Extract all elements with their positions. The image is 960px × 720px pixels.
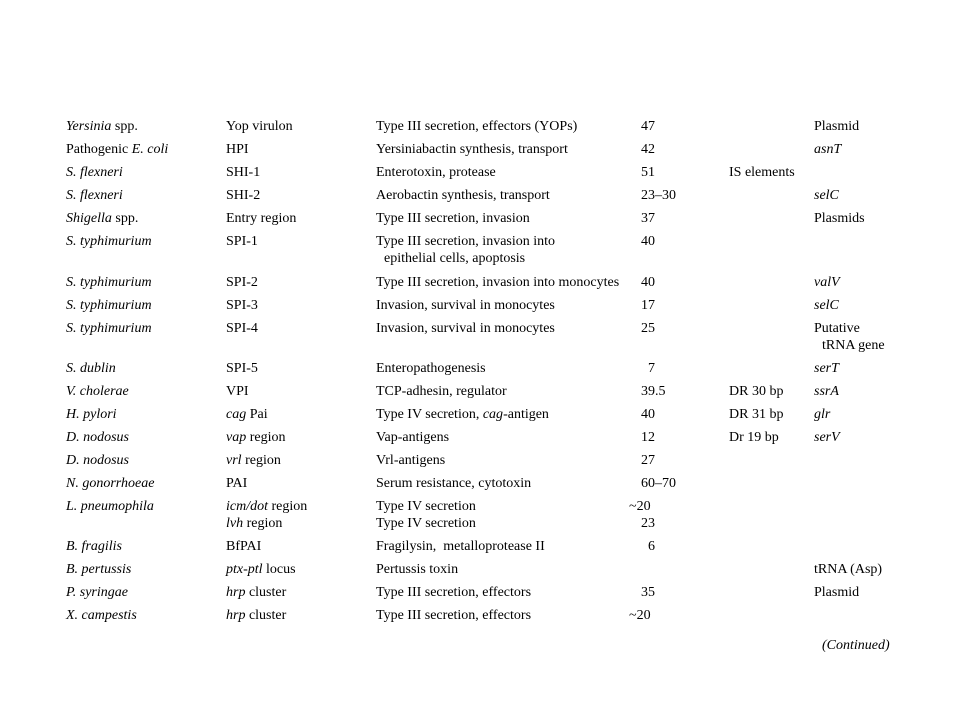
cell-element: HPI [226,142,249,157]
cell-element: PAI [226,476,248,491]
cell-repeat: IS elements [729,165,795,180]
cell-size: 6 [641,539,655,554]
cell-size: 7 [641,361,655,376]
cell-organism: P. syringae [66,585,128,600]
cell-repeat: DR 31 bp [729,407,784,422]
cell-function: Fragilysin, metalloprotease II [376,539,545,554]
cell-element: Yop virulon [226,119,293,134]
cell-repeat [729,584,814,607]
cell-element: ptx-ptl locus [226,562,296,577]
cell-element: SHI-2 [226,188,261,203]
cell-function: Type III secretion, effectors [376,608,532,623]
cell-organism: S. typhimurium [66,298,152,313]
cell-function: Yersiniabactin synthesis, transport [376,142,568,157]
cell-function: Type IV secretion, cag-antigen [376,407,549,422]
table-row [66,210,914,233]
cell-element: SPI-3 [226,298,258,313]
cell-element: Entry region [226,211,297,226]
table-row [66,187,914,210]
cell-site: selC [814,298,839,313]
cell-organism: Yersinia spp. [66,119,138,134]
table-row [66,538,914,561]
cell-site [814,164,914,187]
cell-function: Type IV secretion Type IV secretion [376,499,476,531]
cell-organism: B. pertussis [66,562,132,577]
cell-element: SPI-4 [226,321,258,336]
continued-note: (Continued) [822,638,890,653]
cell-organism: S. flexneri [66,165,123,180]
cell-organism: B. fragilis [66,539,123,554]
cell-repeat [729,498,814,538]
cell-element: VPI [226,384,249,399]
cell-organism: S. dublin [66,361,116,376]
cell-size: 37 [641,211,655,226]
cell-repeat [729,320,814,360]
cell-size: 12 [641,430,655,445]
table-row [66,452,914,475]
cell-organism: Pathogenic E. coli [66,142,169,157]
cell-element: BfPAI [226,539,262,554]
cell-repeat [729,210,814,233]
table-row [66,320,914,360]
cell-element: vap region [226,430,286,445]
cell-organism: S. typhimurium [66,275,152,290]
cell-size: 39.5 [641,384,666,399]
cell-site: Plasmid [814,585,860,600]
cell-site: valV [814,275,840,290]
cell-function: Type III secretion, invasion [376,211,530,226]
cell-repeat [729,360,814,383]
cell-site: serT [814,361,839,376]
cell-size: 47 [641,119,655,134]
cell-element: hrp cluster [226,608,287,623]
cell-repeat [729,274,814,297]
cell-element: SHI-1 [226,165,261,180]
cell-organism: S. typhimurium [66,321,152,336]
cell-size: 27 [641,453,655,468]
cell-function: Vap-antigens [376,430,450,445]
cell-site: glr [814,407,831,422]
cell-organism: S. flexneri [66,188,123,203]
cell-site [814,498,914,538]
table-row [66,475,914,498]
cell-repeat [729,561,814,584]
cell-function: TCP-adhesin, regulator [376,384,507,399]
cell-size: ~20 [629,608,651,623]
cell-repeat [729,475,814,498]
cell-size: 35 [641,585,655,600]
cell-organism: D. nodosus [66,430,130,445]
cell-function: Enterotoxin, protease [376,165,496,180]
pathogenicity-island-table [66,118,914,630]
cell-site [814,607,914,630]
cell-organism: Shigella spp. [66,211,139,226]
cell-function: Type III secretion, invasion into monocytes [376,275,620,290]
cell-site: asnT [814,142,842,157]
cell-site: tRNA (Asp) [814,562,883,577]
cell-size [641,561,729,584]
cell-element: SPI-2 [226,275,258,290]
cell-size: 40 [641,407,655,422]
cell-repeat [729,452,814,475]
cell-element: hrp cluster [226,585,287,600]
cell-element: icm/dot region lvh region [226,499,308,531]
cell-function: Enteropathogenesis [376,361,486,376]
table-row [66,383,914,406]
table-row [66,297,914,320]
table-row [66,561,914,584]
cell-function: Type III secretion, invasion into epithelial cells, apoptosis [376,234,556,266]
table-row [66,118,914,141]
cell-size: 42 [641,142,655,157]
cell-repeat: DR 30 bp [729,384,784,399]
table-row [66,164,914,187]
table-row [66,360,914,383]
cell-function: Invasion, survival in monocytes [376,321,555,336]
cell-element: SPI-1 [226,234,258,249]
cell-size: 60–70 [641,476,676,491]
cell-organism: L. pneumophila [66,499,154,514]
cell-site: Plasmid [814,119,860,134]
table-row [66,607,914,630]
cell-function: Invasion, survival in monocytes [376,298,555,313]
cell-function: Pertussis toxin [376,562,459,577]
cell-repeat [729,607,814,630]
table-row [66,274,914,297]
cell-site [814,233,914,274]
cell-repeat [729,297,814,320]
cell-size: 23–30 [641,188,676,203]
cell-function: Type III secretion, effectors (YOPs) [376,119,578,134]
table-row [66,498,914,538]
cell-organism: X. campestis [66,608,137,623]
cell-size: 51 [641,165,655,180]
cell-function: Serum resistance, cytotoxin [376,476,532,491]
cell-function: Vrl-antigens [376,453,446,468]
table-row [66,141,914,164]
cell-site: ssrA [814,384,839,399]
cell-size: 17 [641,298,655,313]
table-row [66,584,914,607]
cell-size: 25 [641,321,655,336]
cell-repeat [729,141,814,164]
cell-site [814,475,914,498]
cell-repeat [729,187,814,210]
table-row [66,406,914,429]
cell-size: 40 [641,275,655,290]
cell-function: Aerobactin synthesis, transport [376,188,550,203]
cell-site [814,452,914,475]
table-body [66,118,914,630]
cell-organism: N. gonorrhoeae [66,476,155,491]
cell-site: Plasmids [814,211,865,226]
cell-repeat: Dr 19 bp [729,430,779,445]
cell-size: ~20 23 [629,499,655,531]
table-row [66,233,914,274]
cell-organism: H. pylori [66,407,117,422]
cell-element: cag Pai [226,407,268,422]
cell-element: vrl region [226,453,281,468]
table-row [66,429,914,452]
cell-repeat [729,233,814,274]
cell-repeat [729,118,814,141]
cell-site: selC [814,188,839,203]
cell-site: serV [814,430,840,445]
cell-repeat [729,538,814,561]
cell-organism: V. cholerae [66,384,129,399]
cell-organism: D. nodosus [66,453,130,468]
cell-function: Type III secretion, effectors [376,585,532,600]
cell-element: SPI-5 [226,361,258,376]
cell-size: 40 [641,234,655,249]
cell-site: Putative tRNA gene [814,321,885,353]
cell-organism: S. typhimurium [66,234,152,249]
cell-site [814,538,914,561]
